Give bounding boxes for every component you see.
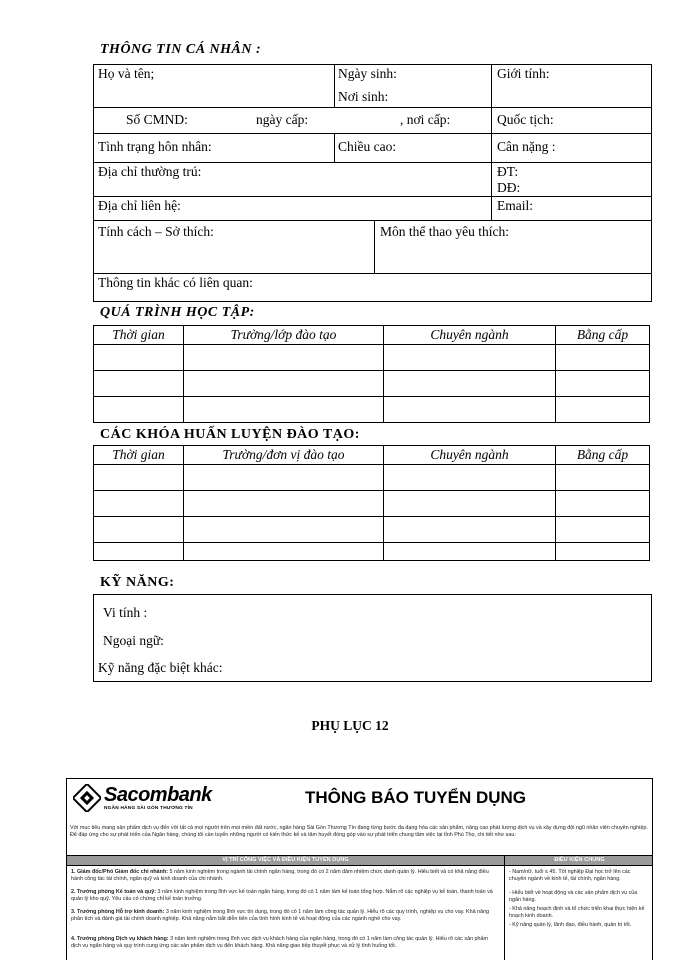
table-cell[interactable] — [94, 397, 184, 423]
column-header: Chuyên ngành — [384, 326, 556, 345]
brand-subtitle: NGÂN HÀNG SÀI GÒN THƯƠNG TÍN — [104, 806, 193, 811]
table-cell[interactable] — [184, 371, 384, 397]
flyer-title: THÔNG BÁO TUYỂN DỤNG — [305, 788, 526, 807]
column-header: Thời gian — [94, 446, 184, 465]
dob-field[interactable]: Ngày sinh: — [338, 66, 397, 81]
sacombank-logo-icon — [73, 784, 101, 812]
table-cell[interactable] — [384, 517, 556, 543]
personality-hobbies-field[interactable]: Tính cách – Sở thích: — [98, 224, 214, 239]
general-condition: - Hiểu biết về hoạt động và các sản phẩm dịch vụ của ngân hàng. — [509, 890, 638, 903]
permanent-address-field[interactable]: Địa chỉ thường trú: — [98, 164, 202, 179]
job-item: 1. Giám đốc/Phó Giám đốc chi nhánh: 5 năm kinh nghiệm trong ngành tài chính ngân hàng, trong đó có 2 năm đảm nhiệm chức danh quản lý. Hiểu biết và có khả năng điều hành công tác tài chính, ngân quỹ và kinh doanh của chi nhánh. — [71, 869, 489, 882]
table-cell[interactable] — [556, 345, 650, 371]
skills-title: KỸ NĂNG: — [100, 575, 175, 590]
favorite-sports-field[interactable]: Môn thể thao yêu thích: — [380, 224, 509, 239]
job-item: 4. Trưởng phòng Dịch vụ khách hàng: 3 năm kinh nghiệm trong lĩnh vực dịch vụ khách hàng của ngân hàng, trong đó có 1 năm làm công tác quản lý. Hiểu rõ các sản phẩm dịch vụ ngân hàng và quy trình cung ứng các sản phẩm dịch vụ đến khách hàng. Khả năng giao tiếp thuyết phục và xử lý tình huống tốt. — [71, 936, 489, 949]
table-header-row — [94, 326, 650, 345]
issue-place-field[interactable]: , nơi cấp: — [400, 112, 451, 127]
table-cell[interactable] — [184, 345, 384, 371]
gender-field[interactable]: Giới tính: — [497, 66, 550, 81]
table-row — [94, 371, 650, 397]
other-info-field[interactable]: Thông tin khác có liên quan: — [98, 275, 253, 290]
table-cell[interactable] — [384, 397, 556, 423]
table-cell[interactable] — [384, 543, 556, 561]
column-header: Bằng cấp — [556, 326, 650, 345]
table-row — [94, 345, 650, 371]
table-cell[interactable] — [184, 397, 384, 423]
computer-skill-field[interactable]: Vi tính : — [103, 605, 148, 620]
education-table — [93, 325, 650, 423]
job-item: 2. Trưởng phòng Kế toán và quỹ: 3 năm kinh nghiệm trong lĩnh vực kế toán ngân hàng, trong đó có 1 năm làm kế toán tổng hợp. Nắm rõ các nghiệp vụ kế toán, thanh toán và quản lý kho quỹ. Yêu cầu có chứng chỉ kế toán trưởng. — [71, 889, 493, 902]
general-column-header: ĐIỀU KIỆN CHUNG — [554, 857, 605, 863]
training-title: CÁC KHÓA HUẤN LUYỆN ĐÀO TẠO: — [100, 427, 360, 442]
nationality-field[interactable]: Quốc tịch: — [497, 112, 554, 127]
weight-field[interactable]: Cân nặng : — [497, 139, 556, 154]
issue-date-field[interactable]: ngày cấp: — [256, 112, 309, 127]
table-cell[interactable] — [384, 491, 556, 517]
table-cell[interactable] — [384, 465, 556, 491]
contact-address-field[interactable]: Địa chỉ liên hệ: — [98, 198, 181, 213]
table-cell[interactable] — [184, 543, 384, 561]
jobs-column-header: VỊ TRÍ CÔNG VIỆC VÀ ĐIỀU KIỆN TUYỂN DỤNG — [222, 857, 349, 863]
table-cell[interactable] — [94, 491, 184, 517]
general-condition: - Kỹ năng quản lý, lãnh đạo, điều hành, quản trị tốt. — [509, 922, 632, 928]
table-cell[interactable] — [94, 371, 184, 397]
table-row — [94, 517, 650, 543]
table-cell[interactable] — [384, 371, 556, 397]
language-skill-field[interactable]: Ngoại ngữ: — [103, 633, 164, 648]
general-condition: - Nam/nữ, tuổi ≤ 45. Tốt nghiệp Đại học trở lên các chuyên ngành về kinh tế, tài chính, ngân hàng. — [509, 869, 631, 882]
table-row — [94, 491, 650, 517]
table-cell[interactable] — [556, 491, 650, 517]
email-field[interactable]: Email: — [497, 198, 533, 213]
table-cell[interactable] — [556, 371, 650, 397]
column-header: Trường/lớp đào tạo — [184, 326, 384, 345]
table-row — [94, 543, 650, 561]
table-cell[interactable] — [184, 517, 384, 543]
table-row — [94, 465, 650, 491]
recruitment-flyer — [66, 778, 653, 960]
table-cell[interactable] — [184, 491, 384, 517]
table-cell[interactable] — [556, 465, 650, 491]
table-cell[interactable] — [94, 543, 184, 561]
id-number-field[interactable]: Số CMND: — [126, 112, 188, 127]
appendix-title: PHỤ LỤC 12 — [311, 718, 389, 733]
table-cell[interactable] — [556, 517, 650, 543]
table-cell[interactable] — [94, 465, 184, 491]
phone-field[interactable]: ĐT: — [497, 164, 519, 179]
table-cell[interactable] — [184, 465, 384, 491]
column-header: Thời gian — [94, 326, 184, 345]
flyer-intro: Với mục tiêu mang sản phẩm dịch vụ đến với tất cả mọi người trên mọi miền đất nước, ngân hàng Sài Gòn Thương Tín đang từng bước đa dạng hóa các sản phẩm, nâng cao phát lượng dịch vụ và xây dựng đội ngũ nhân viên chuyên nghiệp. Để đáp ứng cho sự phát triển của Ngân hàng, chúng tôi cần tuyển những người có kiến thức kế và tâm huyết đóng góp vào sự phát triển chung tâm việc tại tỉnh Phú Thọ, chi tiết như sau: — [70, 825, 648, 838]
marital-status-field[interactable]: Tình trạng hôn nhân: — [98, 139, 212, 154]
table-cell[interactable] — [94, 517, 184, 543]
job-item: 3. Trưởng phòng Hỗ trợ kinh doanh: 3 năm kinh nghiệm trong lĩnh vực tín dụng, trong đó có 1 năm làm công tác quản lý. Hiểu rõ các quy trình, nghiệp vụ cho vay. Khả năng phân tích và đánh giá tài chính doanh nghiệp. Khả năng nắm bắt diễn tiến của tình hình kinh tế và hoạt động của các ngành nghề cho vay. — [71, 909, 490, 922]
table-cell[interactable] — [556, 397, 650, 423]
full-name-field[interactable]: Họ và tên; — [98, 66, 155, 81]
general-condition: - Khả năng hoạch định và tổ chức triển khai thực hiện kế hoạch kinh doanh. — [509, 906, 645, 919]
table-row — [94, 397, 650, 423]
pob-field[interactable]: Nơi sinh: — [338, 89, 389, 104]
table-cell[interactable] — [556, 543, 650, 561]
education-title: QUÁ TRÌNH HỌC TẬP: — [100, 305, 255, 320]
brand-name: Sacombank — [104, 784, 212, 806]
special-skill-field[interactable]: Kỹ năng đặc biệt khác: — [98, 660, 223, 675]
height-field[interactable]: Chiều cao: — [338, 139, 397, 154]
table-cell[interactable] — [94, 345, 184, 371]
training-table — [93, 445, 650, 561]
column-header: Trường/đơn vị đào tạo — [184, 446, 384, 465]
column-header: Bằng cấp — [556, 446, 650, 465]
column-header: Chuyên ngành — [384, 446, 556, 465]
table-cell[interactable] — [384, 345, 556, 371]
mobile-field[interactable]: DĐ: — [497, 180, 521, 195]
personal-info-title: THÔNG TIN CÁ NHÂN : — [100, 42, 262, 57]
table-header-row — [94, 446, 650, 465]
